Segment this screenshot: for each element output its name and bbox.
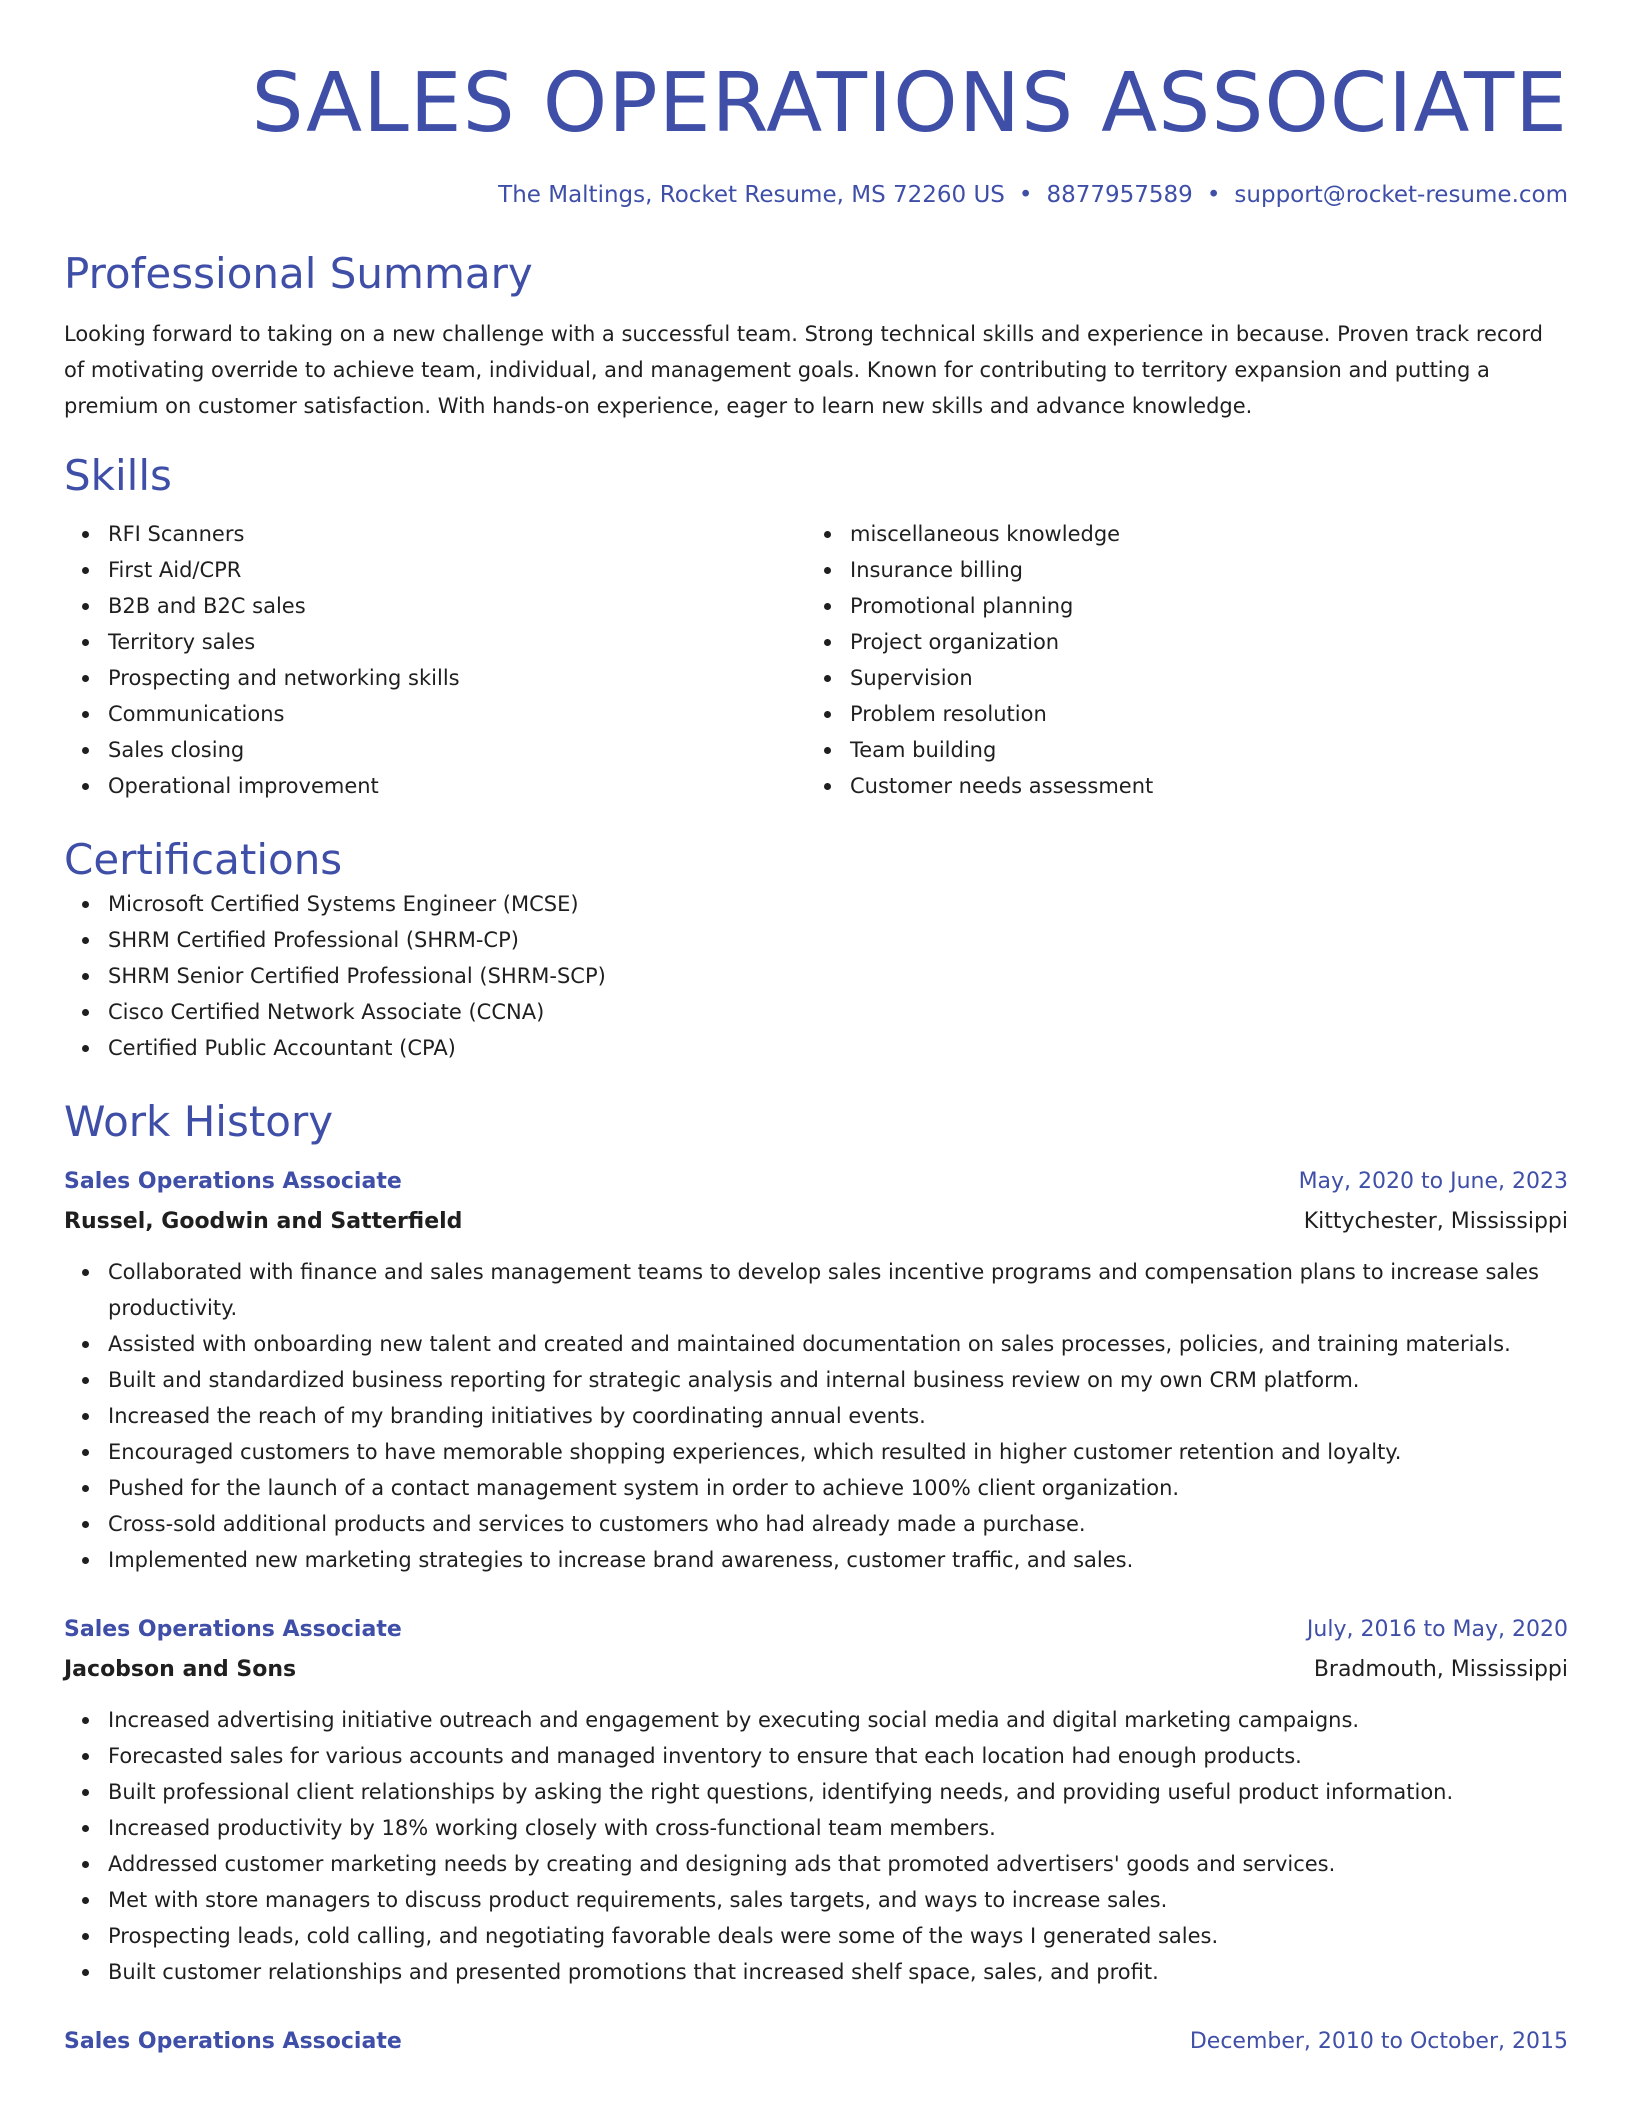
list-item: Implemented new marketing strategies to increase brand awareness, customer traffic, and sales. xyxy=(108,1542,1568,1578)
job-title: Sales Operations Associate xyxy=(64,2029,402,2054)
list-item: Encouraged customers to have memorable shopping experiences, which resulted in higher customer retention and loyalty. xyxy=(108,1434,1568,1470)
job-dates: July, 2016 to May, 2020 xyxy=(1306,1617,1568,1642)
resume-page xyxy=(64,0,1568,2062)
skills-columns xyxy=(64,516,1568,804)
list-item: Built and standardized business reporting for strategic analysis and internal business review on my own CRM platform. xyxy=(108,1362,1568,1398)
contact-separator: • xyxy=(1018,182,1033,208)
list-item: Increased productivity by 18% working closely with cross-functional team members. xyxy=(108,1810,1568,1846)
job-bullets xyxy=(64,1254,1568,1578)
list-item: Cisco Certified Network Associate (CCNA) xyxy=(108,994,1568,1030)
section-title-skills: Skills xyxy=(64,451,172,500)
job-header-row xyxy=(64,1162,1568,1202)
list-item: Built customer relationships and presented promotions that increased shelf space, sales, and profit. xyxy=(108,1954,1568,1990)
list-item: B2B and B2C sales xyxy=(108,588,806,624)
job-bullets xyxy=(64,1702,1568,1990)
contact-separator: • xyxy=(1206,182,1221,208)
list-item: Increased the reach of my branding initiatives by coordinating annual events. xyxy=(108,1398,1568,1434)
list-item: Insurance billing xyxy=(850,552,1548,588)
job-company: Jacobson and Sons xyxy=(64,1657,297,1682)
list-item: Territory sales xyxy=(108,624,806,660)
job-company-row xyxy=(64,1202,1568,1242)
list-item: Forecasted sales for various accounts and managed inventory to ensure that each location had enough products. xyxy=(108,1738,1568,1774)
list-item: First Aid/CPR xyxy=(108,552,806,588)
list-item: Promotional planning xyxy=(850,588,1548,624)
list-item: Built professional client relationships by asking the right questions, identifying needs, and providing useful product information. xyxy=(108,1774,1568,1810)
list-item: Prospecting leads, cold calling, and negotiating favorable deals were some of the ways I generated sales. xyxy=(108,1918,1568,1954)
list-item: Microsoft Certified Systems Engineer (MCSE) xyxy=(108,886,1568,922)
job-entry xyxy=(64,1610,1568,1990)
job-entry xyxy=(64,2022,1568,2062)
list-item: Addressed customer marketing needs by creating and designing ads that promoted advertisers' goods and services. xyxy=(108,1846,1568,1882)
job-company-row xyxy=(64,1650,1568,1690)
skills-list-left xyxy=(64,516,806,804)
list-item: Collaborated with finance and sales management teams to develop sales incentive programs and compensation plans to increase sales productivity. xyxy=(108,1254,1568,1326)
job-entry xyxy=(64,1162,1568,1578)
list-item: RFI Scanners xyxy=(108,516,806,552)
section-title-work-history: Work History xyxy=(64,1097,334,1146)
list-item: SHRM Certified Professional (SHRM-CP) xyxy=(108,922,1568,958)
section-title-summary: Professional Summary xyxy=(64,249,533,298)
list-item: Customer needs assessment xyxy=(850,768,1548,804)
list-item: Operational improvement xyxy=(108,768,806,804)
resume-name-heading: SALES OPERATIONS ASSOCIATE xyxy=(251,56,1568,151)
contact-phone: 8877957589 xyxy=(1046,182,1193,208)
list-item: Increased advertising initiative outreach and engagement by executing social media and digital marketing campaigns. xyxy=(108,1702,1568,1738)
list-item: Assisted with onboarding new talent and created and maintained documentation on sales processes, policies, and training materials. xyxy=(108,1326,1568,1362)
list-item: Pushed for the launch of a contact management system in order to achieve 100% client organization. xyxy=(108,1470,1568,1506)
summary-text: Looking forward to taking on a new challenge with a successful team. Strong technical skills and experience in because. Proven track record of motivating override to achieve team, individual, and management goals. Known for contributing to territory expansion and putting a premium on customer satisfaction. With hands-on experience, eager to learn new skills and advance knowledge. xyxy=(64,322,1543,418)
list-item: SHRM Senior Certified Professional (SHRM-SCP) xyxy=(108,958,1568,994)
list-item: Met with store managers to discuss product requirements, sales targets, and ways to increase sales. xyxy=(108,1882,1568,1918)
list-item: Project organization xyxy=(850,624,1548,660)
list-item: Team building xyxy=(850,732,1548,768)
list-item: Prospecting and networking skills xyxy=(108,660,806,696)
job-location: Bradmouth, Mississippi xyxy=(1313,1657,1568,1682)
job-title: Sales Operations Associate xyxy=(64,1617,402,1642)
skills-list-right xyxy=(806,516,1548,804)
list-item: Cross-sold additional products and services to customers who had already made a purchase. xyxy=(108,1506,1568,1542)
contact-address: The Maltings, Rocket Resume, MS 72260 US xyxy=(498,182,1005,208)
job-header-row xyxy=(64,2022,1568,2062)
list-item: Problem resolution xyxy=(850,696,1548,732)
job-dates: December, 2010 to October, 2015 xyxy=(1189,2029,1568,2054)
job-location: Kittychester, Mississippi xyxy=(1303,1209,1568,1234)
contact-email[interactable]: support@rocket-resume.com xyxy=(1234,182,1568,208)
contact-line xyxy=(64,180,1568,210)
list-item: Supervision xyxy=(850,660,1548,696)
job-dates: May, 2020 to June, 2023 xyxy=(1298,1169,1568,1194)
section-title-certifications: Certifications xyxy=(64,835,343,884)
job-title: Sales Operations Associate xyxy=(64,1169,402,1194)
job-company: Russel, Goodwin and Satterfield xyxy=(64,1209,463,1234)
job-header-row xyxy=(64,1610,1568,1650)
list-item: Sales closing xyxy=(108,732,806,768)
list-item: miscellaneous knowledge xyxy=(850,516,1548,552)
list-item: Certified Public Accountant (CPA) xyxy=(108,1030,1568,1066)
list-item: Communications xyxy=(108,696,806,732)
certifications-list xyxy=(64,886,1568,1066)
